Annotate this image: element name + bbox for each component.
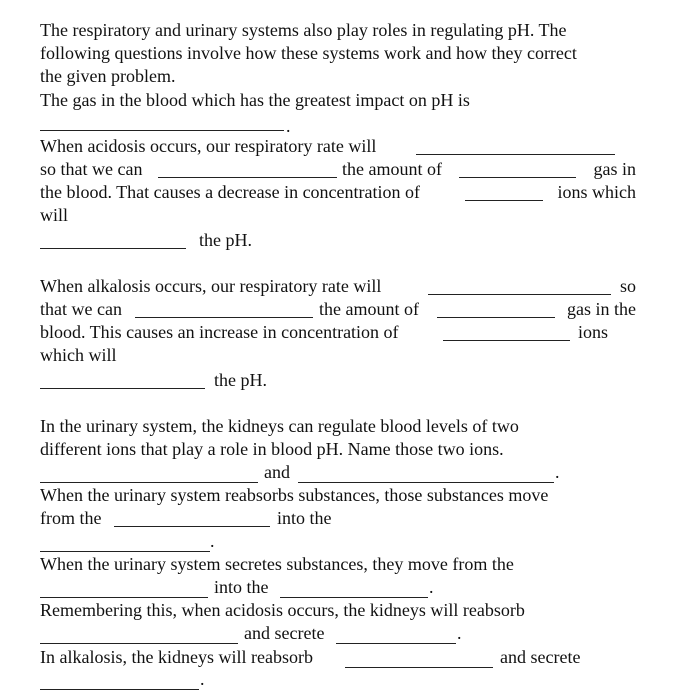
- secrete-into-the: into the: [214, 577, 269, 597]
- acidosis-gas-in: gas in: [593, 159, 636, 179]
- alkalosis-line-1: When alkalosis occurs, our respiratory rate will: [40, 276, 382, 296]
- acidosis-will: will: [40, 205, 69, 225]
- intro-line-1: The respiratory and urinary systems also play roles in regulating pH. The: [40, 20, 567, 40]
- alkalosis-which-will: which will: [40, 345, 117, 365]
- urinary-and: and: [264, 462, 290, 482]
- alkalosis-ph-blank[interactable]: [40, 388, 205, 389]
- urinary-ion-1-blank[interactable]: [40, 482, 258, 483]
- urinary-ion-2-blank[interactable]: [298, 482, 554, 483]
- gas-answer-blank[interactable]: [40, 130, 284, 131]
- acidosis-secrete-blank[interactable]: [336, 643, 456, 644]
- alkalosis-line-3: blood. This causes an increase in concentration of: [40, 322, 399, 342]
- alkalosis-ion-blank[interactable]: [443, 340, 570, 341]
- acidosis-reabsorb-blank[interactable]: [40, 643, 238, 644]
- alkalosis-secrete-blank[interactable]: [40, 689, 199, 690]
- alkalosis-gas-blank[interactable]: [437, 317, 555, 318]
- intro-line-2: following questions involve how these systems work and how they correct: [40, 43, 577, 63]
- gas-question: The gas in the blood which has the greatest impact on pH is: [40, 90, 470, 110]
- urinary-line-2: different ions that play a role in blood pH. Name those two ions.: [40, 439, 504, 459]
- alkalosis-ions: ions: [577, 322, 608, 342]
- alkalosis-the-amount-of: the amount of: [319, 299, 419, 319]
- acidosis-ion-blank[interactable]: [465, 200, 543, 201]
- alkalosis-the-ph: the pH.: [214, 370, 267, 390]
- urinary-line-1: In the urinary system, the kidneys can regulate blood levels of two: [40, 416, 519, 436]
- acidosis-ph-blank[interactable]: [40, 248, 186, 249]
- acidosis-action-blank[interactable]: [158, 177, 337, 178]
- alkalosis-kidney-and-secrete: and secrete: [500, 647, 581, 667]
- alkalosis-kidney-period: .: [200, 669, 205, 689]
- remember-line-1: Remembering this, when acidosis occurs, the kidneys will reabsorb: [40, 600, 525, 620]
- alkalosis-so: so: [619, 276, 636, 296]
- reabsorb-into-the: into the: [277, 508, 332, 528]
- urinary-period: .: [555, 462, 560, 482]
- reabsorb-line-1: When the urinary system reabsorbs substances, those substances move: [40, 485, 549, 505]
- acidosis-line-3: the blood. That causes a decrease in concentration of: [40, 182, 421, 202]
- reabsorb-period: .: [210, 531, 215, 551]
- alkalosis-reabsorb-blank[interactable]: [345, 667, 493, 668]
- acidosis-ions-which: ions which: [557, 182, 636, 202]
- acidosis-so-that-we-can: so that we can: [40, 159, 143, 179]
- acidosis-rate-blank[interactable]: [416, 154, 615, 155]
- remember-and-secrete: and secrete: [244, 623, 325, 643]
- acidosis-gas-blank[interactable]: [459, 177, 576, 178]
- intro-line-3: the given problem.: [40, 66, 176, 86]
- alkalosis-gas-in-the: gas in the: [567, 299, 636, 319]
- alkalosis-kidney-line-1: In alkalosis, the kidneys will reabsorb: [40, 647, 313, 667]
- secrete-period: .: [429, 577, 434, 597]
- alkalosis-rate-blank[interactable]: [428, 294, 611, 295]
- acidosis-the-amount-of: the amount of: [342, 159, 442, 179]
- alkalosis-that-we-can: that we can: [40, 299, 122, 319]
- acidosis-line-1: When acidosis occurs, our respiratory rate will: [40, 136, 377, 156]
- remember-period: .: [457, 623, 462, 643]
- reabsorb-into-blank[interactable]: [40, 551, 210, 552]
- acidosis-the-ph: the pH.: [199, 230, 252, 250]
- reabsorb-from-the: from the: [40, 508, 102, 528]
- reabsorb-from-blank[interactable]: [114, 526, 270, 527]
- alkalosis-action-blank[interactable]: [135, 317, 313, 318]
- secrete-from-blank[interactable]: [40, 597, 208, 598]
- secrete-into-blank[interactable]: [280, 597, 428, 598]
- secrete-line-1: When the urinary system secretes substances, they move from the: [40, 554, 514, 574]
- gas-period: .: [286, 116, 291, 136]
